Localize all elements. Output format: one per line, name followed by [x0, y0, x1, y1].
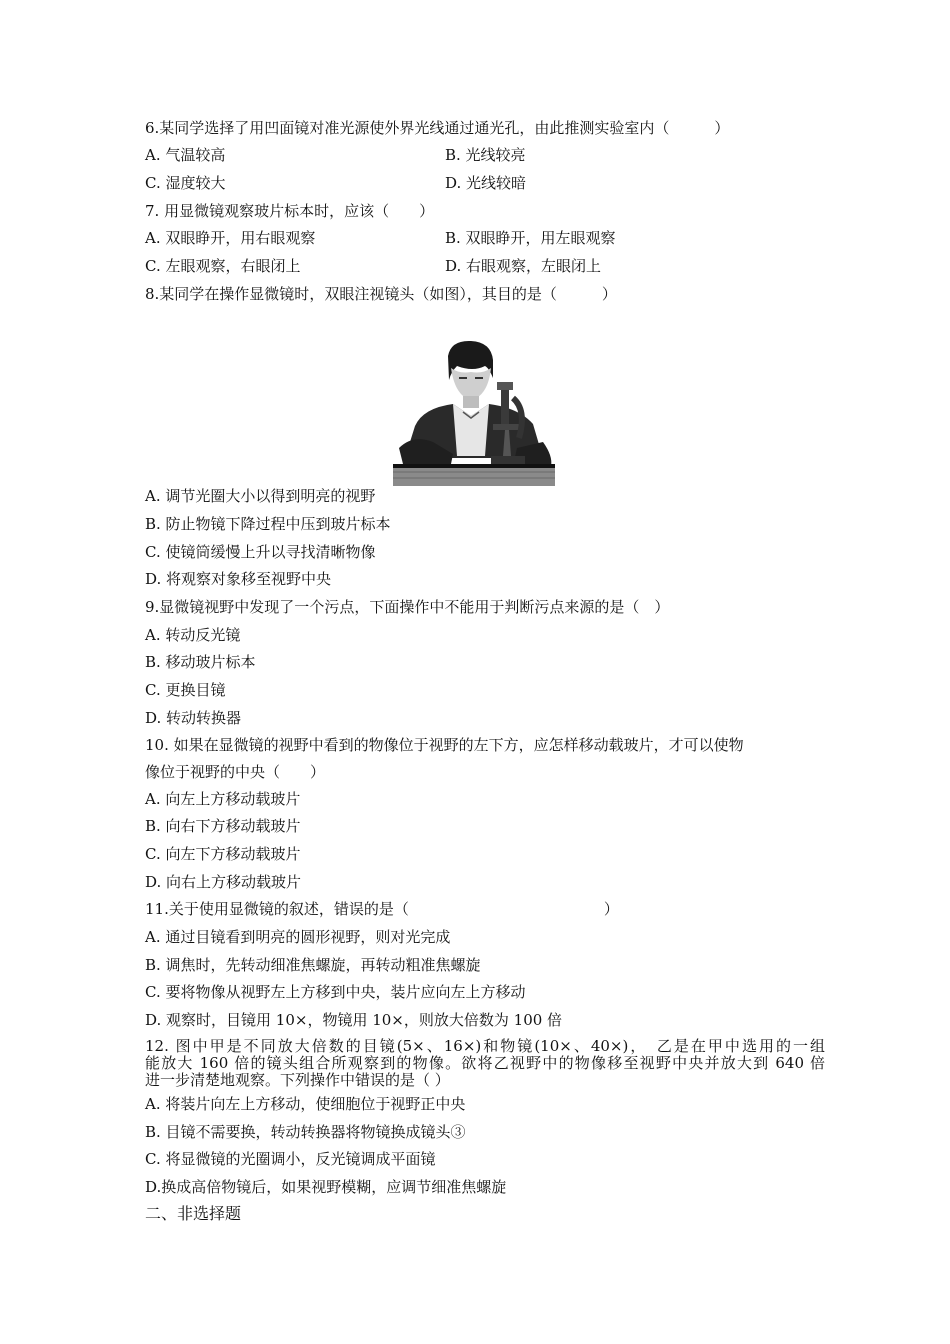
q10-option-b: B. 向右下方移动载玻片	[145, 817, 301, 835]
q12-option-a: A. 将装片向左上方移动，使细胞位于视野正中央	[145, 1095, 466, 1113]
q10-stem-line2: 像位于视野的中央（ ）	[145, 763, 326, 781]
section-heading-nonchoice: 二、非选择题	[145, 1204, 242, 1223]
q6-option-c: C. 湿度较大	[145, 174, 226, 192]
q9-option-d: D. 转动转换器	[145, 709, 242, 727]
q8-option-c: C. 使镜筒缓慢上升以寻找清晰物像	[145, 543, 376, 561]
q7-stem: 7. 用显微镜观察玻片标本时，应该（ ）	[145, 202, 435, 220]
q6-option-d: D. 光线较暗	[445, 174, 527, 192]
q6-option-a: A. 气温较高	[145, 146, 226, 164]
q11-option-d: D. 观察时，目镜用 10×，物镜用 10×，则放大倍数为 100 倍	[145, 1011, 563, 1029]
q11-stem: 11.关于使用显微镜的叙述，错误的是（ ）	[145, 900, 619, 918]
q12-option-d: D.换成高倍物镜后，如果视野模糊，应调节细准焦螺旋	[145, 1178, 507, 1196]
q10-option-a: A. 向左上方移动载玻片	[145, 790, 301, 808]
q9-option-c: C. 更换目镜	[145, 681, 226, 699]
q7-option-c: C. 左眼观察，右眼闭上	[145, 257, 301, 275]
q10-option-c: C. 向左下方移动载玻片	[145, 845, 301, 863]
q12-stem-line2: 能放大 160 倍的镜头组合所观察到的物像。欲将乙视野中的物像移至视野中央并放大到 640 倍	[145, 1054, 825, 1072]
q12-option-b: B. 目镜不需要换，转动转换器将物镜换成镜头③	[145, 1123, 466, 1141]
q6-option-b: B. 光线较亮	[445, 146, 526, 164]
q10-option-d: D. 向右上方移动载玻片	[145, 873, 302, 891]
q11-option-a: A. 通过目镜看到明亮的圆形视野，则对光完成	[145, 928, 451, 946]
q7-option-d: D. 右眼观察，左眼闭上	[445, 257, 602, 275]
q8-option-d: D. 将观察对象移至视野中央	[145, 570, 332, 588]
q9-option-a: A. 转动反光镜	[145, 626, 241, 644]
q8-option-a: A. 调节光圈大小以得到明亮的视野	[145, 487, 376, 505]
q7-option-b: B. 双眼睁开，用左眼观察	[445, 229, 616, 247]
q7-option-a: A. 双眼睁开，用右眼观察	[145, 229, 316, 247]
q12-option-c: C. 将显微镜的光圈调小，反光镜调成平面镜	[145, 1150, 436, 1168]
q8-option-b: B. 防止物镜下降过程中压到玻片标本	[145, 515, 391, 533]
q9-option-b: B. 移动玻片标本	[145, 653, 256, 671]
q9-stem: 9.显微镜视野中发现了一个污点，下面操作中不能用于判断污点来源的是（ ）	[145, 598, 670, 616]
q11-option-c: C. 要将物像从视野左上方移到中央，装片应向左上方移动	[145, 983, 526, 1001]
q12-stem-line1: 12. 图中甲是不同放大倍数的目镜(5×、16×)和物镜(10×、40×)， 乙是在甲中选用的一组	[145, 1037, 825, 1055]
q12-stem-line3: 进一步清楚地观察。下列操作中错误的是（ ）	[145, 1071, 450, 1089]
student-microscope-photo	[393, 338, 555, 486]
q10-stem-line1: 10. 如果在显微镜的视野中看到的物像位于视野的左下方，应怎样移动载玻片，才可以使物	[145, 736, 744, 754]
q8-stem: 8.某同学在操作显微镜时，双眼注视镜头（如图），其目的是（ ）	[145, 285, 617, 303]
q11-option-b: B. 调焦时，先转动细准焦螺旋，再转动粗准焦螺旋	[145, 956, 481, 974]
q6-stem: 6.某同学选择了用凹面镜对准光源使外界光线通过通光孔，由此推测实验室内（ ）	[145, 119, 730, 137]
